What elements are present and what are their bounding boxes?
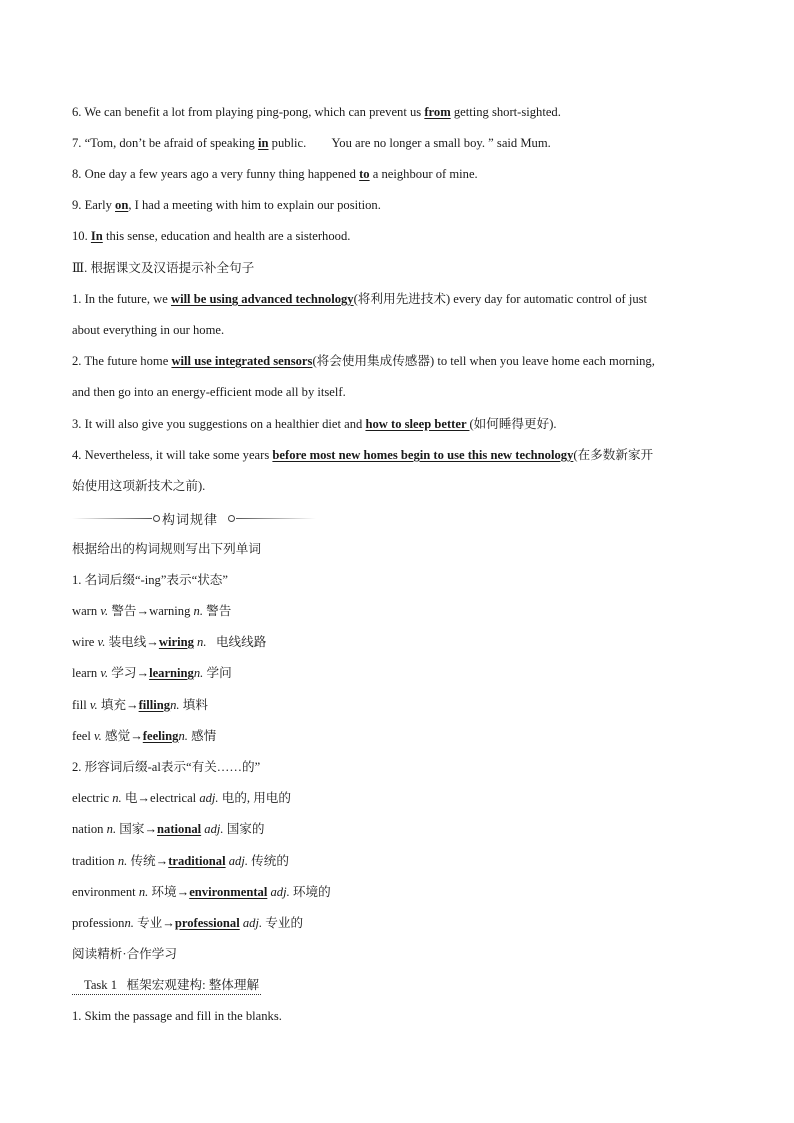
sentence-4-cont: 始使用这项新技术之前).	[72, 479, 206, 493]
exercise-8: 8. One day a few years ago a very funny thing happened to a neighbour of mine.	[72, 167, 478, 181]
rule-1-title: 1. 名词后缀“-ing”表示“状态”	[72, 573, 228, 587]
divider-rule-right	[236, 518, 316, 519]
answer: will be using advanced technology	[170, 292, 354, 306]
word-row: environment n. 环境→environmental adj. 环境的	[72, 885, 331, 899]
answer: will use integrated sensors	[171, 354, 313, 368]
answer: environmental	[189, 885, 268, 899]
answer: on	[115, 198, 129, 212]
rule-2-title: 2. 形容词后缀-al表示“有关……的”	[72, 760, 261, 774]
sentence-2: 2. The future home will use integrated sensors(将会使用集成传感器) to tell when you leave home each morning,	[72, 354, 655, 368]
word-row: tradition n. 传统→traditional adj. 传统的	[72, 854, 289, 868]
exercise-10: 10. In this sense, education and health are a sisterhood.	[72, 229, 351, 243]
section-divider	[72, 509, 317, 527]
exercise-7: 7. “Tom, don’t be afraid of speaking in public. You are no longer a small boy. ” said Mum.	[72, 136, 551, 150]
word-row: fill v. 填充→fillingn. 填料	[72, 698, 208, 712]
answer: how to sleep better	[365, 417, 470, 431]
sentence-4: 4. Nevertheless, it will take some years before most new homes begin to use this new technology(在多数新家开	[72, 448, 654, 462]
answer: from	[424, 105, 451, 119]
word-row: learn v. 学习→learningn. 学问	[72, 666, 232, 680]
reading-section-title: 阅读精析·合作学习	[72, 947, 177, 961]
sentence-1: 1. In the future, we will be using advanced technology(将利用先进技术) every day for automatic control of just	[72, 292, 648, 306]
word-row: electric n. 电→electrical adj. 电的, 用电的	[72, 791, 291, 805]
answer: filling	[138, 698, 171, 712]
word-row: wire v. 装电线→wiring n. 电线线路	[72, 635, 267, 649]
sentence-1-cont: about everything in our home.	[72, 323, 225, 337]
sentence-2-cont: and then go into an energy-efficient mode all by itself.	[72, 385, 346, 399]
exercise-9: 9. Early on, I had a meeting with him to explain our position.	[72, 198, 381, 212]
answer: learning	[149, 666, 194, 680]
answer: traditional	[168, 854, 226, 868]
word-row: nation n. 国家→national adj. 国家的	[72, 822, 265, 836]
answer: before most new homes begin to use this new technology	[272, 448, 574, 462]
word-row: feel v. 感觉→feelingn. 感情	[72, 729, 217, 743]
answer: in	[258, 136, 269, 150]
answer: professional	[174, 916, 240, 930]
word-row: professionn. 专业→professional adj. 专业的	[72, 916, 304, 930]
section-3-title: Ⅲ. 根据课文及汉语提示补全句子	[72, 261, 255, 275]
answer: feeling	[142, 729, 179, 743]
answer: wiring	[158, 635, 194, 649]
answer: to	[359, 167, 370, 181]
divider-rule-left	[72, 518, 152, 519]
word-formation-intro: 根据给出的构词规则写出下列单词	[72, 542, 261, 556]
divider-ornament-left	[153, 515, 160, 522]
sentence-3: 3. It will also give you suggestions on a healthier diet and how to sleep better (如何睡得更好).	[72, 417, 557, 431]
divider-ornament-right	[228, 515, 235, 522]
word-row: warn v. 警告→warning n. 警告	[72, 604, 232, 618]
answer: national	[157, 822, 202, 836]
exercise-6: 6. We can benefit a lot from playing ping-pong, which can prevent us from getting short-sighted.	[72, 105, 561, 119]
task-1-heading: Task 1 框架宏观建构: 整体理解	[72, 977, 261, 995]
task-1-question-1: 1. Skim the passage and fill in the blanks.	[72, 1009, 282, 1023]
answer: In	[90, 229, 103, 243]
divider-title: 构词规律	[162, 513, 219, 528]
